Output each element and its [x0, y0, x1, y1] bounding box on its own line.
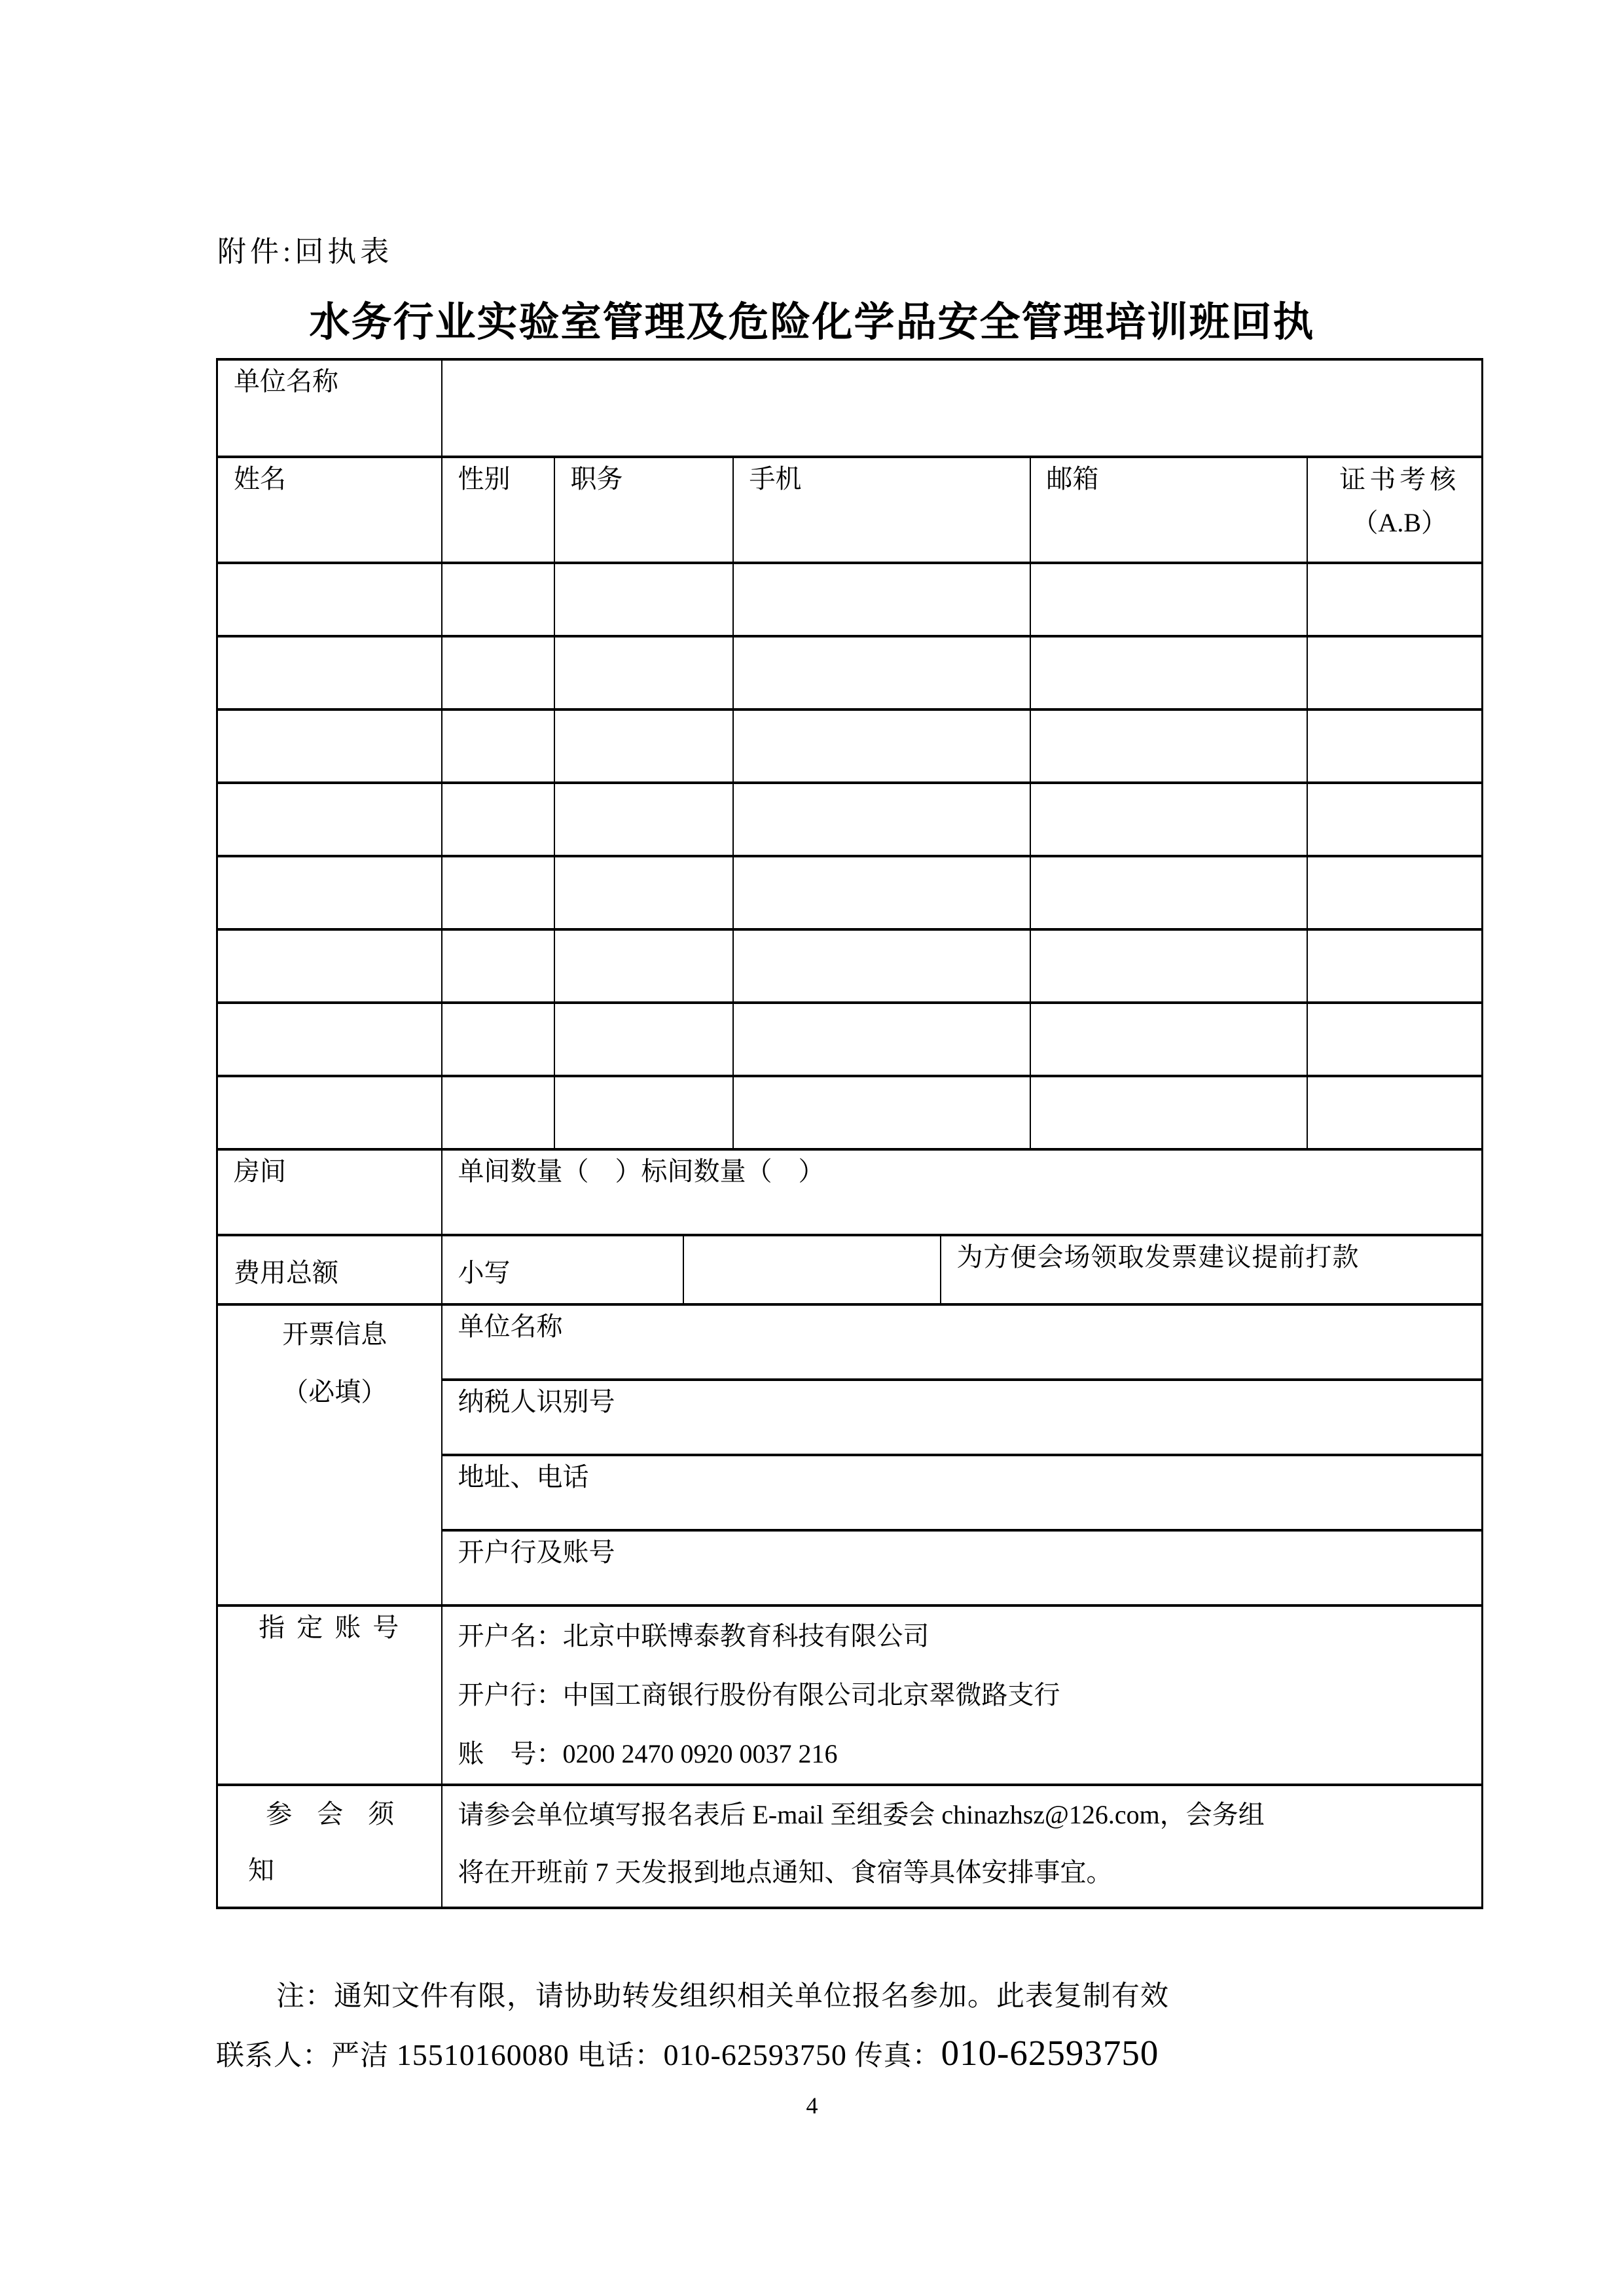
empty-cell[interactable]	[1307, 709, 1483, 783]
empty-cell[interactable]	[1030, 636, 1307, 709]
empty-cell[interactable]	[1307, 929, 1483, 1003]
invoice-label-line1: 开票信息	[282, 1319, 388, 1349]
empty-cell[interactable]	[1030, 563, 1307, 636]
empty-cell[interactable]	[1030, 856, 1307, 929]
account-holder-line	[458, 1607, 1477, 1666]
empty-cell[interactable]	[733, 929, 1030, 1003]
empty-cell[interactable]	[733, 783, 1030, 856]
empty-cell[interactable]	[554, 929, 733, 1003]
attendee-row	[217, 1003, 1483, 1076]
empty-cell[interactable]	[442, 1076, 554, 1149]
empty-cell[interactable]	[217, 1076, 442, 1149]
row-fee	[217, 1235, 1483, 1304]
row-unit-name	[217, 359, 1483, 457]
invoice-unit-name-cell[interactable]: 单位名称	[442, 1304, 1483, 1380]
empty-cell[interactable]	[217, 636, 442, 709]
empty-cell[interactable]	[1307, 856, 1483, 929]
header-email: 邮箱	[1030, 457, 1307, 563]
row-designated-account	[217, 1605, 1483, 1785]
empty-cell[interactable]	[217, 1003, 442, 1076]
header-certificate	[1307, 457, 1483, 563]
header-position: 职务	[554, 457, 733, 563]
empty-cell[interactable]	[442, 783, 554, 856]
account-bank-line	[458, 1666, 1477, 1725]
empty-cell[interactable]	[554, 856, 733, 929]
attendee-row	[217, 636, 1483, 709]
attendee-row	[217, 563, 1483, 636]
empty-cell[interactable]	[217, 783, 442, 856]
account-bank-value: 中国工商银行股份有限公司北京翠微路支行	[562, 1680, 1060, 1710]
empty-cell[interactable]	[733, 1076, 1030, 1149]
phone-label: 电话：	[569, 2041, 664, 2072]
empty-cell[interactable]	[217, 563, 442, 636]
attachment-label: 附件:回执表	[217, 236, 393, 268]
invoice-tax-id-cell[interactable]: 纳税人识别号	[442, 1380, 1483, 1455]
attendee-row	[217, 856, 1483, 929]
empty-cell[interactable]	[1307, 1003, 1483, 1076]
designated-account-label-cell: 指定账号	[217, 1605, 442, 1785]
certificate-header-line2: （A.B）	[1352, 508, 1448, 537]
notice-content-cell	[442, 1785, 1483, 1908]
unit-name-label-cell: 单位名称	[217, 359, 442, 457]
empty-cell[interactable]	[554, 783, 733, 856]
footer-notes	[216, 1969, 1492, 2085]
account-holder-label: 开户名：	[458, 1621, 563, 1651]
empty-cell[interactable]	[554, 709, 733, 783]
empty-cell[interactable]	[217, 856, 442, 929]
attendee-row	[217, 709, 1483, 783]
empty-cell[interactable]	[733, 1003, 1030, 1076]
empty-cell[interactable]	[1030, 709, 1307, 783]
fee-amount-input-cell[interactable]	[683, 1235, 941, 1304]
row-attendee-header	[217, 457, 1483, 563]
empty-cell[interactable]	[442, 1003, 554, 1076]
reply-form-table	[216, 358, 1483, 1909]
empty-cell[interactable]	[733, 709, 1030, 783]
account-number-label: 账 号：	[458, 1739, 563, 1768]
empty-cell[interactable]	[1307, 783, 1483, 856]
fee-label-cell: 费用总额	[217, 1235, 442, 1304]
row-room	[217, 1149, 1483, 1235]
designated-account-content-cell	[442, 1605, 1483, 1785]
invoice-bank-account-cell[interactable]: 开户行及账号	[442, 1530, 1483, 1605]
attendee-row	[217, 929, 1483, 1003]
empty-cell[interactable]	[733, 636, 1030, 709]
notice-label-cell	[217, 1785, 442, 1908]
notice-content-line2: 将在开班前 7 天发报到地点通知、食宿等具体安排事宜。	[458, 1857, 1113, 1887]
empty-cell[interactable]	[1030, 1076, 1307, 1149]
notice-content-line1: 请参会单位填写报名表后 E-mail 至组委会 chinazhsz@126.com，会务组	[458, 1800, 1265, 1829]
attendee-row	[217, 1076, 1483, 1149]
empty-cell[interactable]	[554, 1003, 733, 1076]
empty-cell[interactable]	[1030, 1003, 1307, 1076]
empty-cell[interactable]	[1307, 563, 1483, 636]
empty-cell[interactable]	[442, 709, 554, 783]
empty-cell[interactable]	[442, 856, 554, 929]
notice-label-line1: 参 会 须	[266, 1799, 404, 1829]
empty-cell[interactable]	[1307, 1076, 1483, 1149]
empty-cell[interactable]	[554, 636, 733, 709]
notice-label-line2: 知	[248, 1856, 274, 1885]
invoice-address-phone-cell[interactable]: 地址、电话	[442, 1455, 1483, 1530]
empty-cell[interactable]	[554, 563, 733, 636]
empty-cell[interactable]	[217, 709, 442, 783]
account-number-line	[458, 1725, 1477, 1784]
row-notice	[217, 1785, 1483, 1908]
fee-amount-label-cell: 小写	[442, 1235, 683, 1304]
contact-person-label: 联系人：严洁	[216, 2041, 397, 2072]
header-name: 姓名	[217, 457, 442, 563]
header-gender: 性别	[442, 457, 554, 563]
empty-cell[interactable]	[733, 563, 1030, 636]
contact-mobile-number: 15510160080	[396, 2038, 569, 2072]
empty-cell[interactable]	[442, 929, 554, 1003]
fee-note-cell: 为方便会场领取发票建议提前打款	[941, 1235, 1483, 1304]
phone-number: 010-62593750	[663, 2038, 847, 2072]
empty-cell[interactable]	[442, 636, 554, 709]
empty-cell[interactable]	[1030, 929, 1307, 1003]
empty-cell[interactable]	[1030, 783, 1307, 856]
footer-note-line2	[216, 2025, 1492, 2085]
empty-cell[interactable]	[442, 563, 554, 636]
empty-cell[interactable]	[1307, 636, 1483, 709]
account-holder-value: 北京中联博泰教育科技有限公司	[562, 1621, 929, 1651]
account-number-value: 0200 2470 0920 0037 216	[562, 1739, 838, 1768]
fax-label: 传真：	[846, 2041, 941, 2072]
attendee-row	[217, 783, 1483, 856]
page-number: 4	[806, 2092, 818, 2119]
empty-cell[interactable]	[733, 856, 1030, 929]
invoice-info-label-cell	[217, 1304, 442, 1605]
row-invoice-unit-name	[217, 1304, 1483, 1380]
certificate-header-line1: 证书考核	[1339, 465, 1460, 494]
invoice-label-line2: （必填）	[282, 1377, 388, 1407]
footer-note-line1: 注：通知文件有限，请协助转发组织相关单位报名参加。此表复制有效	[276, 1981, 1169, 2012]
empty-cell[interactable]	[217, 929, 442, 1003]
fax-number: 010-62593750	[941, 2033, 1159, 2073]
page-title: 水务行业实验室管理及危险化学品安全管理培训班回执	[309, 300, 1315, 345]
unit-name-input-cell[interactable]	[442, 359, 1483, 457]
empty-cell[interactable]	[554, 1076, 733, 1149]
account-bank-label: 开户行：	[458, 1680, 563, 1710]
room-content-cell[interactable]: 单间数量（ ）标间数量（ ）	[442, 1149, 1483, 1235]
room-label-cell: 房间	[217, 1149, 442, 1235]
header-mobile: 手机	[733, 457, 1030, 563]
